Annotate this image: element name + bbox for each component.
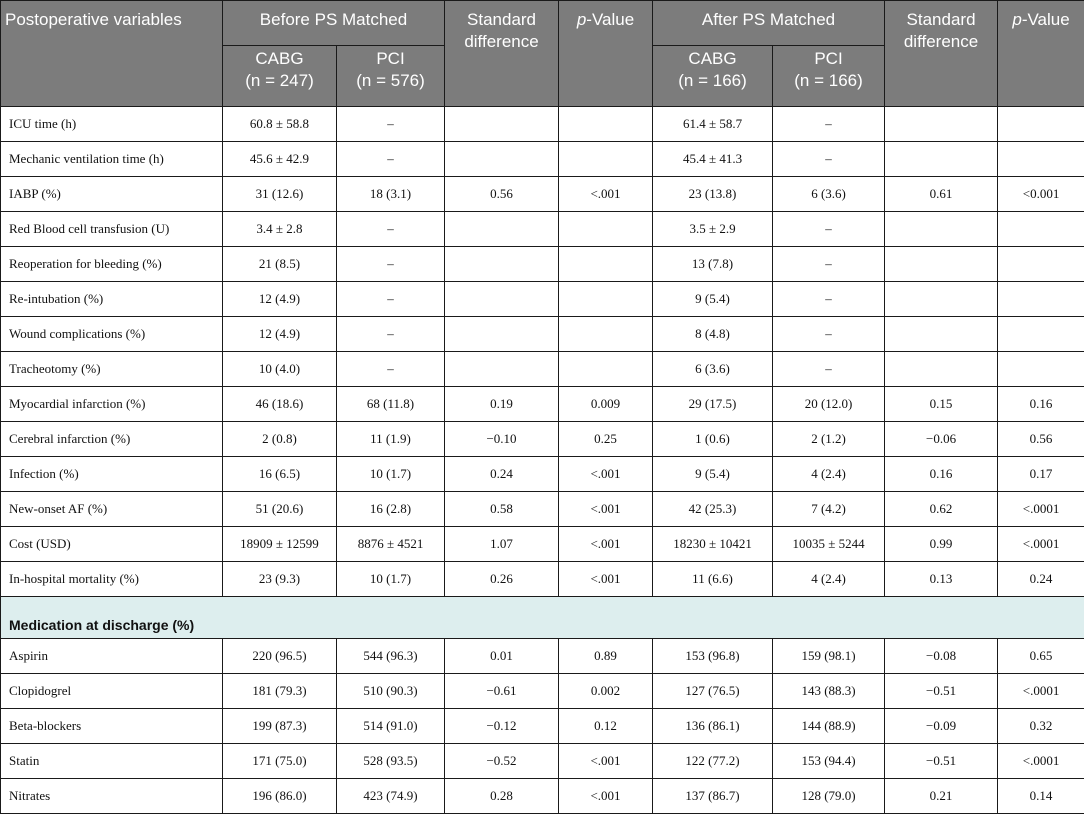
table-row (1, 562, 1084, 597)
after-cabg-cell: 3.5 ± 2.9 (653, 212, 773, 247)
after-std-diff-cell: 0.99 (885, 527, 998, 562)
after-pci-cell: 4 (2.4) (773, 562, 885, 597)
after-std-diff-cell (885, 142, 998, 177)
before-pci-cell: – (337, 352, 445, 387)
after-cabg-cell: 127 (76.5) (653, 674, 773, 709)
before-std-diff-cell: 0.56 (445, 177, 559, 212)
after-p-value-cell (998, 142, 1084, 177)
header-p-value-before (559, 1, 653, 107)
before-pci-cell: – (337, 107, 445, 142)
after-pci-cell: 4 (2.4) (773, 457, 885, 492)
after-cabg-cell: 45.4 ± 41.3 (653, 142, 773, 177)
before-cabg-cell: 18909 ± 12599 (223, 527, 337, 562)
after-pci-cell: 159 (98.1) (773, 639, 885, 674)
before-p-value-cell (559, 212, 653, 247)
table-row (1, 352, 1084, 387)
after-std-diff-cell (885, 282, 998, 317)
header-after-pci (773, 46, 885, 107)
header-after-cabg (653, 46, 773, 107)
table-header (1, 1, 1084, 107)
after-std-diff-cell: −0.08 (885, 639, 998, 674)
after-p-value-cell (998, 352, 1084, 387)
before-cabg-cell: 21 (8.5) (223, 247, 337, 282)
header-row-top (1, 1, 1084, 46)
header-n-count: (n = 166) (794, 71, 863, 90)
row-label: Cost (USD) (1, 527, 223, 562)
after-pci-cell: 128 (79.0) (773, 779, 885, 814)
before-std-diff-cell (445, 107, 559, 142)
after-pci-cell: 6 (3.6) (773, 177, 885, 212)
table-row (1, 422, 1084, 457)
after-p-value-cell (998, 317, 1084, 352)
after-pci-cell: – (773, 317, 885, 352)
table-row (1, 709, 1084, 744)
before-cabg-cell: 23 (9.3) (223, 562, 337, 597)
after-cabg-cell: 6 (3.6) (653, 352, 773, 387)
after-pci-cell: – (773, 352, 885, 387)
table-row (1, 639, 1084, 674)
before-pci-cell: – (337, 282, 445, 317)
after-cabg-cell: 1 (0.6) (653, 422, 773, 457)
row-label: Nitrates (1, 779, 223, 814)
before-std-diff-cell (445, 282, 559, 317)
header-postoperative-variables: Postoperative variables (1, 1, 223, 107)
after-std-diff-cell (885, 247, 998, 282)
table-row (1, 527, 1084, 562)
before-p-value-cell: 0.009 (559, 387, 653, 422)
after-cabg-cell: 23 (13.8) (653, 177, 773, 212)
section-row-medication (1, 597, 1084, 639)
before-p-value-cell: <.001 (559, 562, 653, 597)
row-label: Mechanic ventilation time (h) (1, 142, 223, 177)
p-value-suffix: -Value (1021, 10, 1070, 29)
before-std-diff-cell: 0.26 (445, 562, 559, 597)
after-cabg-cell: 9 (5.4) (653, 457, 773, 492)
after-std-diff-cell: −0.06 (885, 422, 998, 457)
row-label: Myocardial infarction (%) (1, 387, 223, 422)
before-p-value-cell: <.001 (559, 457, 653, 492)
table-row (1, 317, 1084, 352)
before-pci-cell: 11 (1.9) (337, 422, 445, 457)
after-cabg-cell: 18230 ± 10421 (653, 527, 773, 562)
before-cabg-cell: 12 (4.9) (223, 282, 337, 317)
before-p-value-cell: <.001 (559, 744, 653, 779)
before-pci-cell: 423 (74.9) (337, 779, 445, 814)
after-std-diff-cell (885, 107, 998, 142)
after-cabg-cell: 9 (5.4) (653, 282, 773, 317)
table-row (1, 492, 1084, 527)
p-value-suffix: -Value (586, 10, 635, 29)
after-pci-cell: – (773, 142, 885, 177)
before-pci-cell: – (337, 142, 445, 177)
table-body (1, 107, 1084, 814)
before-pci-cell: 544 (96.3) (337, 639, 445, 674)
header-after-ps-matched: After PS Matched (653, 1, 885, 46)
after-std-diff-cell: −0.51 (885, 674, 998, 709)
after-p-value-cell (998, 212, 1084, 247)
before-std-diff-cell (445, 247, 559, 282)
before-pci-cell: – (337, 212, 445, 247)
after-std-diff-cell: 0.61 (885, 177, 998, 212)
row-label: ICU time (h) (1, 107, 223, 142)
table-row (1, 142, 1084, 177)
before-p-value-cell: <.001 (559, 527, 653, 562)
before-p-value-cell (559, 317, 653, 352)
before-cabg-cell: 220 (96.5) (223, 639, 337, 674)
before-cabg-cell: 46 (18.6) (223, 387, 337, 422)
before-std-diff-cell: −0.52 (445, 744, 559, 779)
row-label: New-onset AF (%) (1, 492, 223, 527)
after-p-value-cell: 0.14 (998, 779, 1084, 814)
header-p-value-after (998, 1, 1084, 107)
after-pci-cell: 153 (94.4) (773, 744, 885, 779)
after-cabg-cell: 11 (6.6) (653, 562, 773, 597)
before-pci-cell: 18 (3.1) (337, 177, 445, 212)
p-italic: p (1012, 10, 1022, 29)
after-cabg-cell: 122 (77.2) (653, 744, 773, 779)
before-p-value-cell: <.001 (559, 177, 653, 212)
before-cabg-cell: 171 (75.0) (223, 744, 337, 779)
before-pci-cell: 8876 ± 4521 (337, 527, 445, 562)
after-pci-cell: 7 (4.2) (773, 492, 885, 527)
after-pci-cell: – (773, 282, 885, 317)
before-cabg-cell: 3.4 ± 2.8 (223, 212, 337, 247)
before-std-diff-cell: 0.19 (445, 387, 559, 422)
after-cabg-cell: 13 (7.8) (653, 247, 773, 282)
after-pci-cell: 143 (88.3) (773, 674, 885, 709)
after-cabg-cell: 136 (86.1) (653, 709, 773, 744)
header-n-count: (n = 166) (678, 71, 747, 90)
after-pci-cell: 20 (12.0) (773, 387, 885, 422)
header-cabg-label: CABG (688, 49, 737, 68)
after-cabg-cell: 8 (4.8) (653, 317, 773, 352)
after-std-diff-cell: 0.21 (885, 779, 998, 814)
after-std-diff-cell: 0.62 (885, 492, 998, 527)
after-p-value-cell: <0.001 (998, 177, 1084, 212)
table-row (1, 779, 1084, 814)
before-cabg-cell: 45.6 ± 42.9 (223, 142, 337, 177)
after-std-diff-cell: 0.16 (885, 457, 998, 492)
after-std-diff-cell: 0.13 (885, 562, 998, 597)
table-row (1, 247, 1084, 282)
before-std-diff-cell (445, 212, 559, 247)
before-p-value-cell: 0.25 (559, 422, 653, 457)
before-p-value-cell (559, 107, 653, 142)
after-cabg-cell: 42 (25.3) (653, 492, 773, 527)
row-label: In-hospital mortality (%) (1, 562, 223, 597)
after-cabg-cell: 29 (17.5) (653, 387, 773, 422)
before-p-value-cell (559, 282, 653, 317)
row-label: Statin (1, 744, 223, 779)
header-standard-difference-before: Standard difference (445, 1, 559, 107)
before-cabg-cell: 31 (12.6) (223, 177, 337, 212)
before-std-diff-cell (445, 352, 559, 387)
after-pci-cell: – (773, 107, 885, 142)
before-p-value-cell (559, 247, 653, 282)
before-cabg-cell: 60.8 ± 58.8 (223, 107, 337, 142)
after-cabg-cell: 61.4 ± 58.7 (653, 107, 773, 142)
row-label: Wound complications (%) (1, 317, 223, 352)
header-n-count: (n = 247) (245, 71, 314, 90)
before-p-value-cell: 0.002 (559, 674, 653, 709)
after-p-value-cell: 0.16 (998, 387, 1084, 422)
after-p-value-cell: <.0001 (998, 492, 1084, 527)
before-pci-cell: 16 (2.8) (337, 492, 445, 527)
after-p-value-cell: 0.17 (998, 457, 1084, 492)
table-row (1, 457, 1084, 492)
before-std-diff-cell: 0.01 (445, 639, 559, 674)
after-p-value-cell: 0.56 (998, 422, 1084, 457)
after-p-value-cell (998, 247, 1084, 282)
header-before-cabg (223, 46, 337, 107)
header-n-count: (n = 576) (356, 71, 425, 90)
after-cabg-cell: 153 (96.8) (653, 639, 773, 674)
row-label: Aspirin (1, 639, 223, 674)
table-row (1, 744, 1084, 779)
before-pci-cell: 68 (11.8) (337, 387, 445, 422)
table-row (1, 387, 1084, 422)
before-cabg-cell: 181 (79.3) (223, 674, 337, 709)
after-pci-cell: – (773, 247, 885, 282)
row-label: Red Blood cell transfusion (U) (1, 212, 223, 247)
header-standard-difference-after: Standard difference (885, 1, 998, 107)
before-pci-cell: 528 (93.5) (337, 744, 445, 779)
before-std-diff-cell: 1.07 (445, 527, 559, 562)
p-italic: p (576, 10, 587, 29)
after-p-value-cell: 0.32 (998, 709, 1084, 744)
after-std-diff-cell (885, 352, 998, 387)
before-p-value-cell (559, 352, 653, 387)
after-std-diff-cell (885, 317, 998, 352)
row-label: Clopidogrel (1, 674, 223, 709)
after-p-value-cell: <.0001 (998, 674, 1084, 709)
after-p-value-cell: <.0001 (998, 527, 1084, 562)
row-label: Re-intubation (%) (1, 282, 223, 317)
after-p-value-cell: 0.65 (998, 639, 1084, 674)
before-cabg-cell: 10 (4.0) (223, 352, 337, 387)
table-row (1, 282, 1084, 317)
after-p-value-cell: 0.24 (998, 562, 1084, 597)
table-row (1, 107, 1084, 142)
before-cabg-cell: 2 (0.8) (223, 422, 337, 457)
after-std-diff-cell: −0.51 (885, 744, 998, 779)
before-std-diff-cell: −0.61 (445, 674, 559, 709)
row-label: Cerebral infarction (%) (1, 422, 223, 457)
after-std-diff-cell: 0.15 (885, 387, 998, 422)
before-std-diff-cell (445, 142, 559, 177)
after-p-value-cell (998, 107, 1084, 142)
before-p-value-cell: <.001 (559, 779, 653, 814)
before-std-diff-cell: −0.10 (445, 422, 559, 457)
after-p-value-cell (998, 282, 1084, 317)
header-before-pci (337, 46, 445, 107)
after-pci-cell: 144 (88.9) (773, 709, 885, 744)
before-pci-cell: 514 (91.0) (337, 709, 445, 744)
before-cabg-cell: 12 (4.9) (223, 317, 337, 352)
before-std-diff-cell: −0.12 (445, 709, 559, 744)
before-pci-cell: 10 (1.7) (337, 457, 445, 492)
before-p-value-cell: <.001 (559, 492, 653, 527)
row-label: Infection (%) (1, 457, 223, 492)
before-std-diff-cell (445, 317, 559, 352)
before-p-value-cell (559, 142, 653, 177)
header-pci-label: PCI (376, 49, 405, 68)
after-p-value-cell: <.0001 (998, 744, 1084, 779)
header-before-ps-matched: Before PS Matched (223, 1, 445, 46)
after-cabg-cell: 137 (86.7) (653, 779, 773, 814)
before-std-diff-cell: 0.58 (445, 492, 559, 527)
before-cabg-cell: 199 (87.3) (223, 709, 337, 744)
after-pci-cell: 10035 ± 5244 (773, 527, 885, 562)
section-title: Medication at discharge (%) (1, 597, 1084, 639)
table-row (1, 177, 1084, 212)
before-pci-cell: – (337, 317, 445, 352)
before-p-value-cell: 0.12 (559, 709, 653, 744)
after-pci-cell: – (773, 212, 885, 247)
before-p-value-cell: 0.89 (559, 639, 653, 674)
before-pci-cell: – (337, 247, 445, 282)
table-row (1, 674, 1084, 709)
row-label: IABP (%) (1, 177, 223, 212)
before-cabg-cell: 51 (20.6) (223, 492, 337, 527)
row-label: Reoperation for bleeding (%) (1, 247, 223, 282)
header-pci-label: PCI (814, 49, 843, 68)
row-label: Beta-blockers (1, 709, 223, 744)
row-label: Tracheotomy (%) (1, 352, 223, 387)
header-cabg-label: CABG (255, 49, 304, 68)
before-std-diff-cell: 0.28 (445, 779, 559, 814)
after-pci-cell: 2 (1.2) (773, 422, 885, 457)
before-std-diff-cell: 0.24 (445, 457, 559, 492)
after-std-diff-cell: −0.09 (885, 709, 998, 744)
before-pci-cell: 10 (1.7) (337, 562, 445, 597)
before-cabg-cell: 196 (86.0) (223, 779, 337, 814)
before-pci-cell: 510 (90.3) (337, 674, 445, 709)
before-cabg-cell: 16 (6.5) (223, 457, 337, 492)
table-row (1, 212, 1084, 247)
after-std-diff-cell (885, 212, 998, 247)
